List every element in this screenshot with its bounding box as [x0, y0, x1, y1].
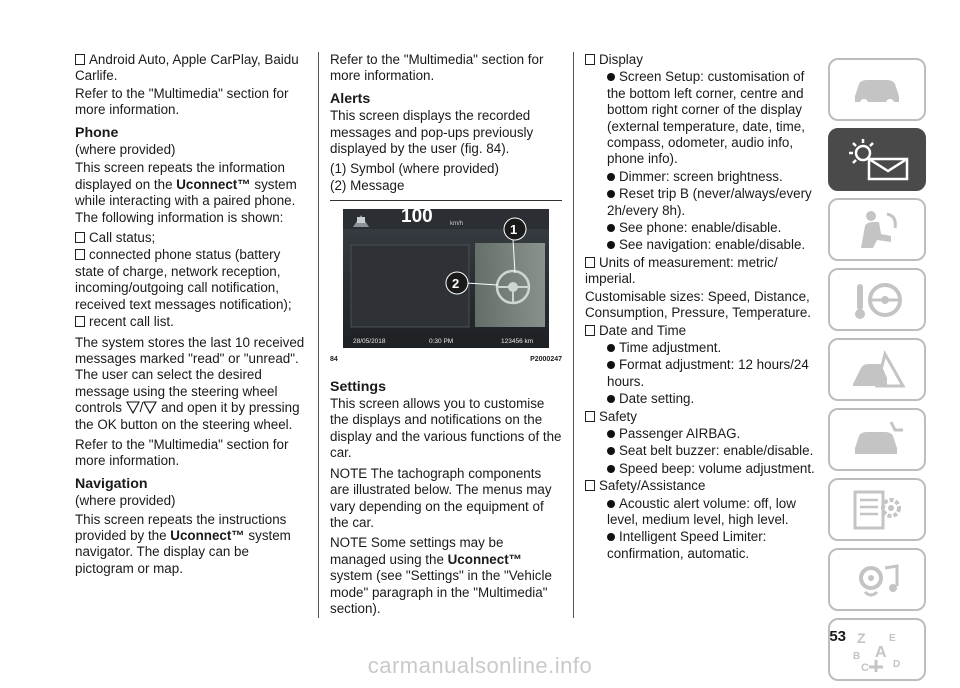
stores-text: The system stores the last 10 received messages marked "read" or "unread". The user can select the desired message using the steering wheel controls / and open it by pressing the OK button on the steering wheel.	[75, 334, 305, 432]
dot-bullet-icon	[607, 173, 615, 181]
data-gear-icon	[847, 488, 907, 532]
svg-text:Z: Z	[857, 629, 866, 646]
safety-label: Safety	[585, 409, 817, 425]
callout-1: 1	[510, 222, 518, 238]
phone-desc: This screen repeats the information displayed on the Uconnect™ system while interacting with a paired phone. The following information is shown:	[75, 160, 297, 225]
list-item: Speed beep: volume adjustment.	[585, 461, 817, 477]
brand-name: Uconnect™	[447, 551, 523, 567]
tab-maintenance[interactable]	[828, 408, 926, 471]
page-number: 53	[829, 628, 846, 645]
brand-name: Uconnect™	[170, 527, 245, 543]
phone-heading: Phone	[75, 124, 119, 141]
square-bullet-icon	[75, 249, 85, 260]
datetime-label: Date and Time	[585, 323, 817, 339]
column-3	[585, 52, 817, 563]
alerts-desc: This screen displays the recorded messages and pop-ups previously displayed by the user (fig. 84).	[330, 108, 534, 157]
cluster-screen-image	[343, 209, 549, 348]
phone-where: (where provided)	[75, 142, 176, 158]
dot-bullet-icon	[607, 73, 615, 81]
column-2	[330, 52, 562, 621]
refer-text: Refer to the "Multimedia" section for more information.	[75, 85, 289, 118]
legend-symbol: (1) Symbol (where provided)	[330, 161, 499, 177]
svg-text:B: B	[853, 650, 861, 662]
legend-message: (2) Message	[330, 177, 405, 193]
list-item: recent call list.	[75, 314, 307, 330]
dot-bullet-icon	[607, 224, 615, 232]
dot-bullet-icon	[607, 500, 615, 508]
list-item: Reset trip B (never/always/every 2h/every 8h).	[607, 186, 812, 218]
brand-name: Uconnect™	[176, 176, 251, 192]
watermark-footer[interactable]: carmanualsonline.info	[367, 653, 593, 678]
time-readout: 0:30 PM	[429, 338, 454, 346]
list-item: Date setting.	[585, 391, 817, 407]
square-bullet-icon	[75, 232, 85, 243]
tab-starting[interactable]	[828, 268, 926, 331]
alerts-heading: Alerts	[330, 90, 371, 107]
warning-road-icon	[847, 348, 907, 392]
column-divider	[318, 52, 319, 618]
square-bullet-icon	[585, 480, 595, 491]
speed-unit: km/h	[450, 221, 464, 228]
figure-84	[330, 200, 562, 368]
dot-bullet-icon	[607, 533, 615, 541]
dot-bullet-icon	[607, 465, 615, 473]
figure-rule	[330, 200, 562, 201]
speed-readout: 100	[401, 209, 433, 228]
list-item: Dimmer: screen brightness.	[585, 169, 817, 185]
settings-desc: This screen allows you to customise the displays and notifications on the display and the various functions of the car.	[330, 396, 562, 461]
list-item: Passenger AIRBAG.	[585, 426, 817, 442]
note-2: NOTE Some settings may be managed using the Uconnect™ system (see "Settings" in the "Vehicle mode" paragraph in the "Multimedia" section).	[330, 535, 552, 616]
list-item: Acoustic alert volume: off, low level, medium level, high level.	[607, 495, 796, 527]
tab-multimedia[interactable]	[828, 548, 926, 611]
tab-car[interactable]	[828, 58, 926, 121]
list-item: Android Auto, Apple CarPlay, Baidu Carlife.	[75, 52, 299, 84]
note-1: NOTE The tachograph components are illustrated below. The menus may vary depending on the equipment of the car.	[330, 465, 552, 530]
units-desc: Customisable sizes: Speed, Distance, Consumption, Pressure, Temperature.	[585, 288, 812, 321]
triangle-up-icon	[126, 400, 140, 414]
tab-technical-data[interactable]	[828, 478, 926, 541]
figure-code: P2000247	[530, 356, 562, 364]
list-item: connected phone status (battery state of charge, network reception, incoming/outgoing call notification, received text messages notification);	[75, 247, 292, 312]
seatbelt-airbag-icon	[847, 208, 907, 252]
dot-bullet-icon	[607, 241, 615, 249]
triangle-down-icon	[143, 400, 157, 414]
dot-bullet-icon	[607, 361, 615, 369]
dot-bullet-icon	[607, 430, 615, 438]
dot-bullet-icon	[607, 190, 615, 198]
steering-wheel-key-icon	[847, 278, 907, 322]
square-bullet-icon	[585, 54, 595, 65]
nav-desc: This screen repeats the instructions provided by the Uconnect™ system navigator. The display can be pictogram or map.	[75, 511, 291, 576]
dot-bullet-icon	[607, 447, 615, 455]
list-item: Seat belt buzzer: enable/disable.	[585, 443, 817, 459]
chapter-tabs	[828, 58, 926, 688]
tab-instruments[interactable]	[828, 128, 926, 191]
column-divider	[573, 52, 574, 618]
callout-2: 2	[452, 276, 460, 292]
alert-light-envelope-icon	[839, 137, 915, 183]
list-item: See phone: enable/disable.	[585, 220, 817, 236]
figure-number: 84	[330, 356, 338, 364]
column-1	[75, 52, 307, 581]
square-bullet-icon	[585, 257, 595, 268]
list-item: Format adjustment: 12 hours/24 hours.	[607, 357, 809, 389]
refer-text: Refer to the "Multimedia" section for more information.	[330, 52, 544, 84]
svg-text:C: C	[861, 661, 869, 673]
multimedia-icon	[847, 558, 907, 602]
square-bullet-icon	[585, 411, 595, 422]
display-label: Display	[585, 52, 817, 68]
tab-emergency[interactable]	[828, 338, 926, 401]
refer-text: Refer to the "Multimedia" section for more information.	[75, 436, 289, 469]
nav-where: (where provided)	[75, 493, 176, 509]
tab-safety[interactable]	[828, 198, 926, 261]
car-icon	[847, 70, 907, 110]
list-item: Time adjustment.	[585, 340, 817, 356]
square-bullet-icon	[585, 325, 595, 336]
svg-text:A: A	[875, 643, 887, 661]
units-label: Units of measurement: metric/ imperial.	[585, 254, 778, 287]
list-item: Intelligent Speed Limiter: confirmation, automatic.	[607, 529, 767, 561]
svg-text:E: E	[889, 632, 896, 644]
car-breakdown-icon	[847, 418, 907, 462]
square-bullet-icon	[75, 316, 85, 327]
dot-bullet-icon	[607, 395, 615, 403]
navigation-heading: Navigation	[75, 475, 148, 492]
list-item: See navigation: enable/disable.	[585, 237, 817, 253]
list-item: Screen Setup: customisation of the bottom left corner, centre and bottom right corner of the display (external temperature, date, time, compass, odometer, audio info, phone info).	[607, 69, 805, 167]
date-readout: 28/05/2018	[353, 338, 386, 346]
dot-bullet-icon	[607, 344, 615, 352]
list-item: Call status;	[75, 230, 307, 246]
assist-label: Safety/Assistance	[585, 478, 817, 494]
square-bullet-icon	[75, 54, 85, 65]
cluster-screen-graphic	[343, 209, 549, 348]
odometer-readout: 123456 km	[501, 338, 534, 346]
svg-text:D: D	[893, 658, 901, 670]
settings-heading: Settings	[330, 378, 386, 395]
figure-caption	[330, 352, 562, 368]
